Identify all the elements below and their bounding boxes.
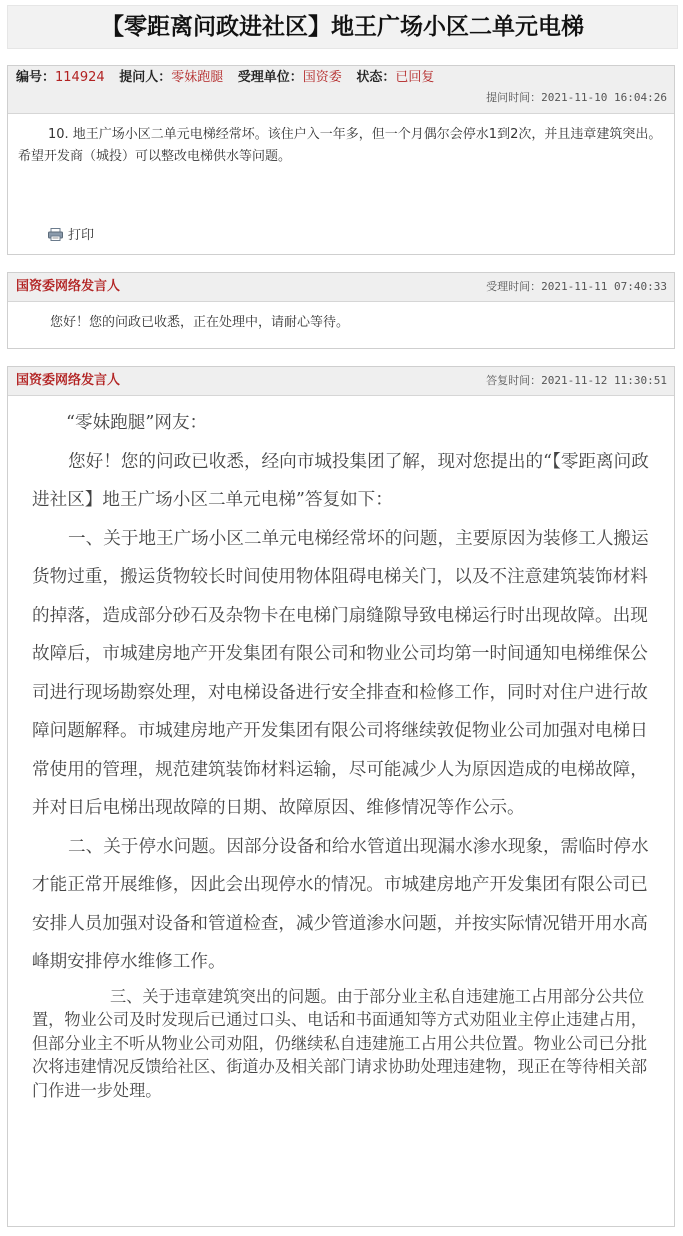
answer-content <box>8 396 674 1102</box>
asker-name: 零妹跑腿 <box>171 70 224 85</box>
answer-time <box>486 367 667 395</box>
question-meta-bar <box>8 66 674 114</box>
question-meta <box>8 66 674 87</box>
question-box <box>7 65 675 255</box>
print-label: 打印 <box>68 228 95 243</box>
question-time <box>8 87 674 109</box>
status-label: 状态： <box>356 70 396 85</box>
id-label: 编号： <box>16 70 56 85</box>
answer-time-value: 2021-11-12 11:30:51 <box>541 374 667 387</box>
printer-icon <box>48 228 63 241</box>
answer-responder: 国资委网络发言人 <box>16 373 121 388</box>
status-badge: 已回复 <box>395 70 435 85</box>
answer-paragraph-3: 三、关于违章建筑突出的问题。由于部分业主私自违建施工占用部分公共位置，物业公司及时发现后已通过口头、电话和书面通知等方式劝阻业主停止违建占用，但部分业主不听从物业公司劝阻，仍继续私自违建施工占用公共位置。物业公司已分批次将违建情况反馈给社区、街道办及相关部门请求协助处理违建物，现正在等待相关部门作进一步处理。 <box>32 986 648 1100</box>
unit-name: 国资委 <box>302 70 342 85</box>
asker-label: 提问人： <box>119 70 172 85</box>
unit-label: 受理单位： <box>237 70 303 85</box>
answer-greeting: “零妹跑腿”网友： <box>66 413 208 433</box>
print-button[interactable] <box>48 224 94 243</box>
question-time-value: 2021-11-10 16:04:26 <box>541 91 667 104</box>
acceptance-time <box>486 273 667 301</box>
answer-time-label: 答复时间： <box>486 374 542 387</box>
answer-box <box>7 366 675 1227</box>
answer-paragraph-1: 一、关于地王广场小区二单元电梯经常坏的问题，主要原因为装修工人搬运货物过重，搬运货物较长时间使用物体阻碍电梯关门，以及不注意建筑装饰材料的掉落，造成部分砂石及杂物卡在电梯门扇缝隙导致电梯运行时出现故障。出现故障后，市城建房地产开发集团有限公司和物业公司均第一时间通知电梯维保公司进行现场勘察处理，对电梯设备进行安全排查和检修工作，同时对住户进行故障问题解释。市城建房地产开发集团有限公司将继续敦促物业公司加强对电梯日常使用的管理，规范建筑装饰材料运输，尽可能减少人为原因造成的电梯故障，并对日后电梯出现故障的日期、故障原因、维修情况等作公示。 <box>32 528 649 818</box>
acceptance-time-label: 受理时间： <box>486 280 542 293</box>
answer-header <box>8 367 674 396</box>
question-id: 114924 <box>55 70 105 85</box>
acceptance-box <box>7 272 675 349</box>
answer-paragraph-2: 二、关于停水问题。因部分设备和给水管道出现漏水渗水现象，需临时停水才能正常开展维修，因此会出现停水的情况。市城建房地产开发集团有限公司已安排人员加强对设备和管道检查，减少管道渗水问题，并按实际情况错开用水高峰期安排停水维修工作。 <box>32 836 649 972</box>
acceptance-time-value: 2021-11-11 07:40:33 <box>541 280 667 293</box>
question-content: 10. 地王广场小区二单元电梯经常坏。该住户入一年多，但一个月偶尔会停水1到2次，并且违章建筑突出。希望开发商（城投）可以整改电梯供水等问题。 <box>18 127 662 164</box>
page-title: 【零距离问政进社区】地王广场小区二单元电梯 <box>7 5 678 49</box>
answer-intro: 您好！您的问政已收悉，经向市城投集团了解，现对您提出的“【零距离问政进社区】地王广场小区二单元电梯”答复如下： <box>32 451 649 510</box>
acceptance-responder: 国资委网络发言人 <box>16 279 121 294</box>
question-time-label: 提问时间： <box>486 91 542 104</box>
acceptance-header <box>8 273 674 302</box>
acceptance-content: 您好！您的问政已收悉，正在处理中，请耐心等待。 <box>50 315 350 330</box>
